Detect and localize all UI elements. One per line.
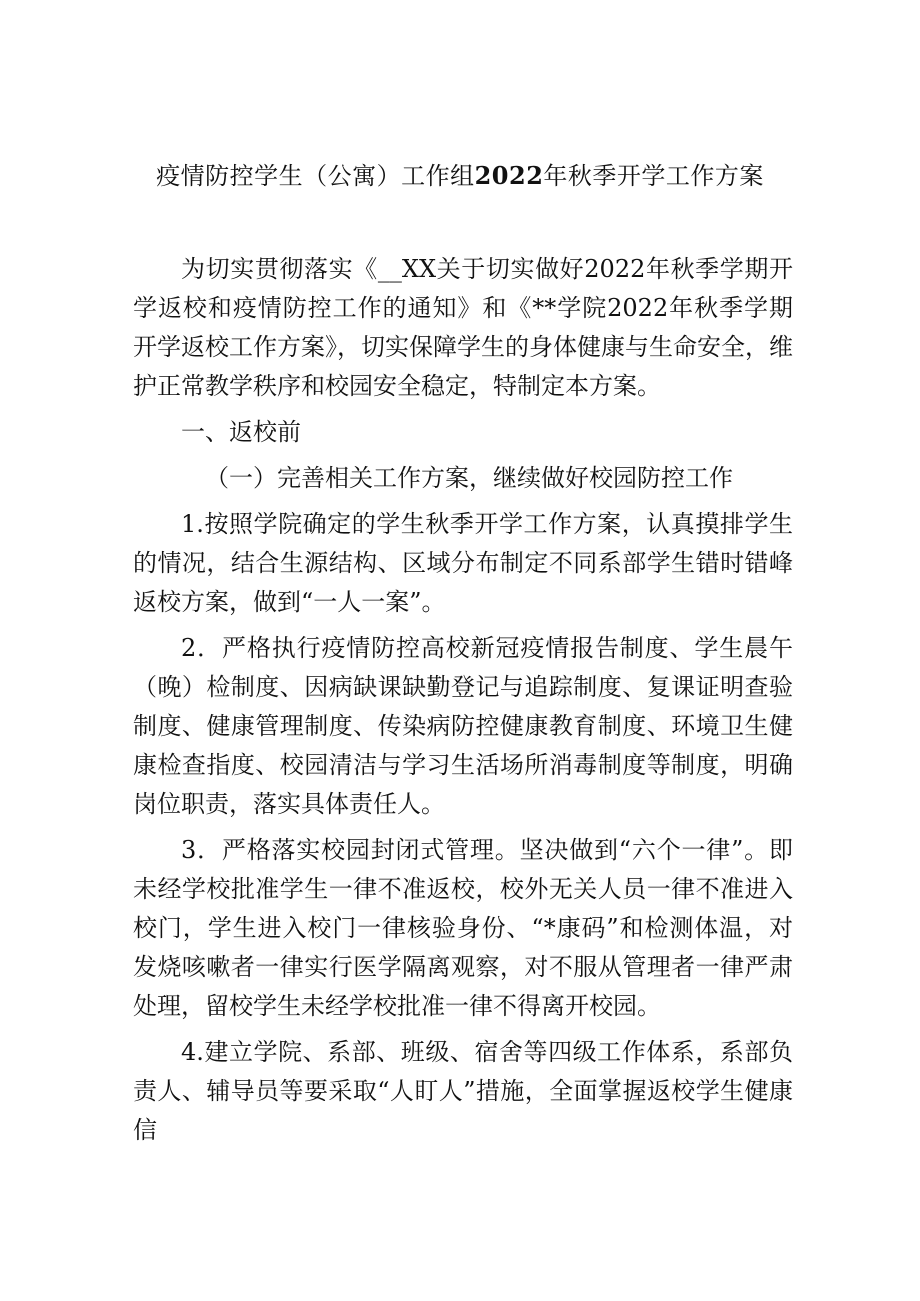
title-suffix: 年秋季开学工作方案 — [543, 162, 764, 190]
title-prefix: 疫情防控学生（公寓）工作组 — [156, 162, 475, 190]
item-paragraph-3: 3．严格落实校园封闭式管理。坚决做到“六个一律”。即未经学校批准学生一律不准返校，校外无关人员一律不准进入校门，学生进入校门一律核验身份、“*康码”和检测体温，对发烧咳嗽者一律实行医学隔离观察，对不服从管理者一律严肃处理，留校学生未经学校批准一律不得离开校园。 — [133, 836, 793, 1020]
item-paragraph-4: 4.建立学院、系部、班级、宿舍等四级工作体系，系部负责人、辅导员等要采取“人盯人”措施，全面掌握返校学生健康信 — [133, 1038, 793, 1144]
item-paragraph-1: 1.按照学院确定的学生秋季开学工作方案，认真摸排学生的情况，结合生源结构、区域分布制定不同系部学生错时错峰返校方案，做到“一人一案”。 — [133, 510, 793, 616]
title-year: 2022 — [474, 161, 544, 190]
section-heading-before-return: 一、返校前 — [181, 418, 301, 446]
document-title — [0, 158, 920, 194]
subsection-heading-1: （一）完善相关工作方案，继续做好校园防控工作 — [205, 464, 733, 492]
intro-paragraph: 为切实贯彻落实《__XX关于切实做好2022年秋季学期开学返校和疫情防控工作的通知》和《**学院2022年秋季学期开学返校工作方案》，切实保障学生的身体健康与生命安全，维护正常教学秩序和校园安全稳定，特制定本方案。 — [133, 255, 793, 400]
item-paragraph-2: 2．严格执行疫情防控高校新冠疫情报告制度、学生晨午（晚）检制度、因病缺课缺勤登记与追踪制度、复课证明查验制度、健康管理制度、传染病防控健康教育制度、环境卫生健康检查指度、校园清洁与学习生活场所消毒制度等制度，明确岗位职责，落实具体责任人。 — [133, 634, 793, 818]
document-body — [133, 250, 793, 1157]
